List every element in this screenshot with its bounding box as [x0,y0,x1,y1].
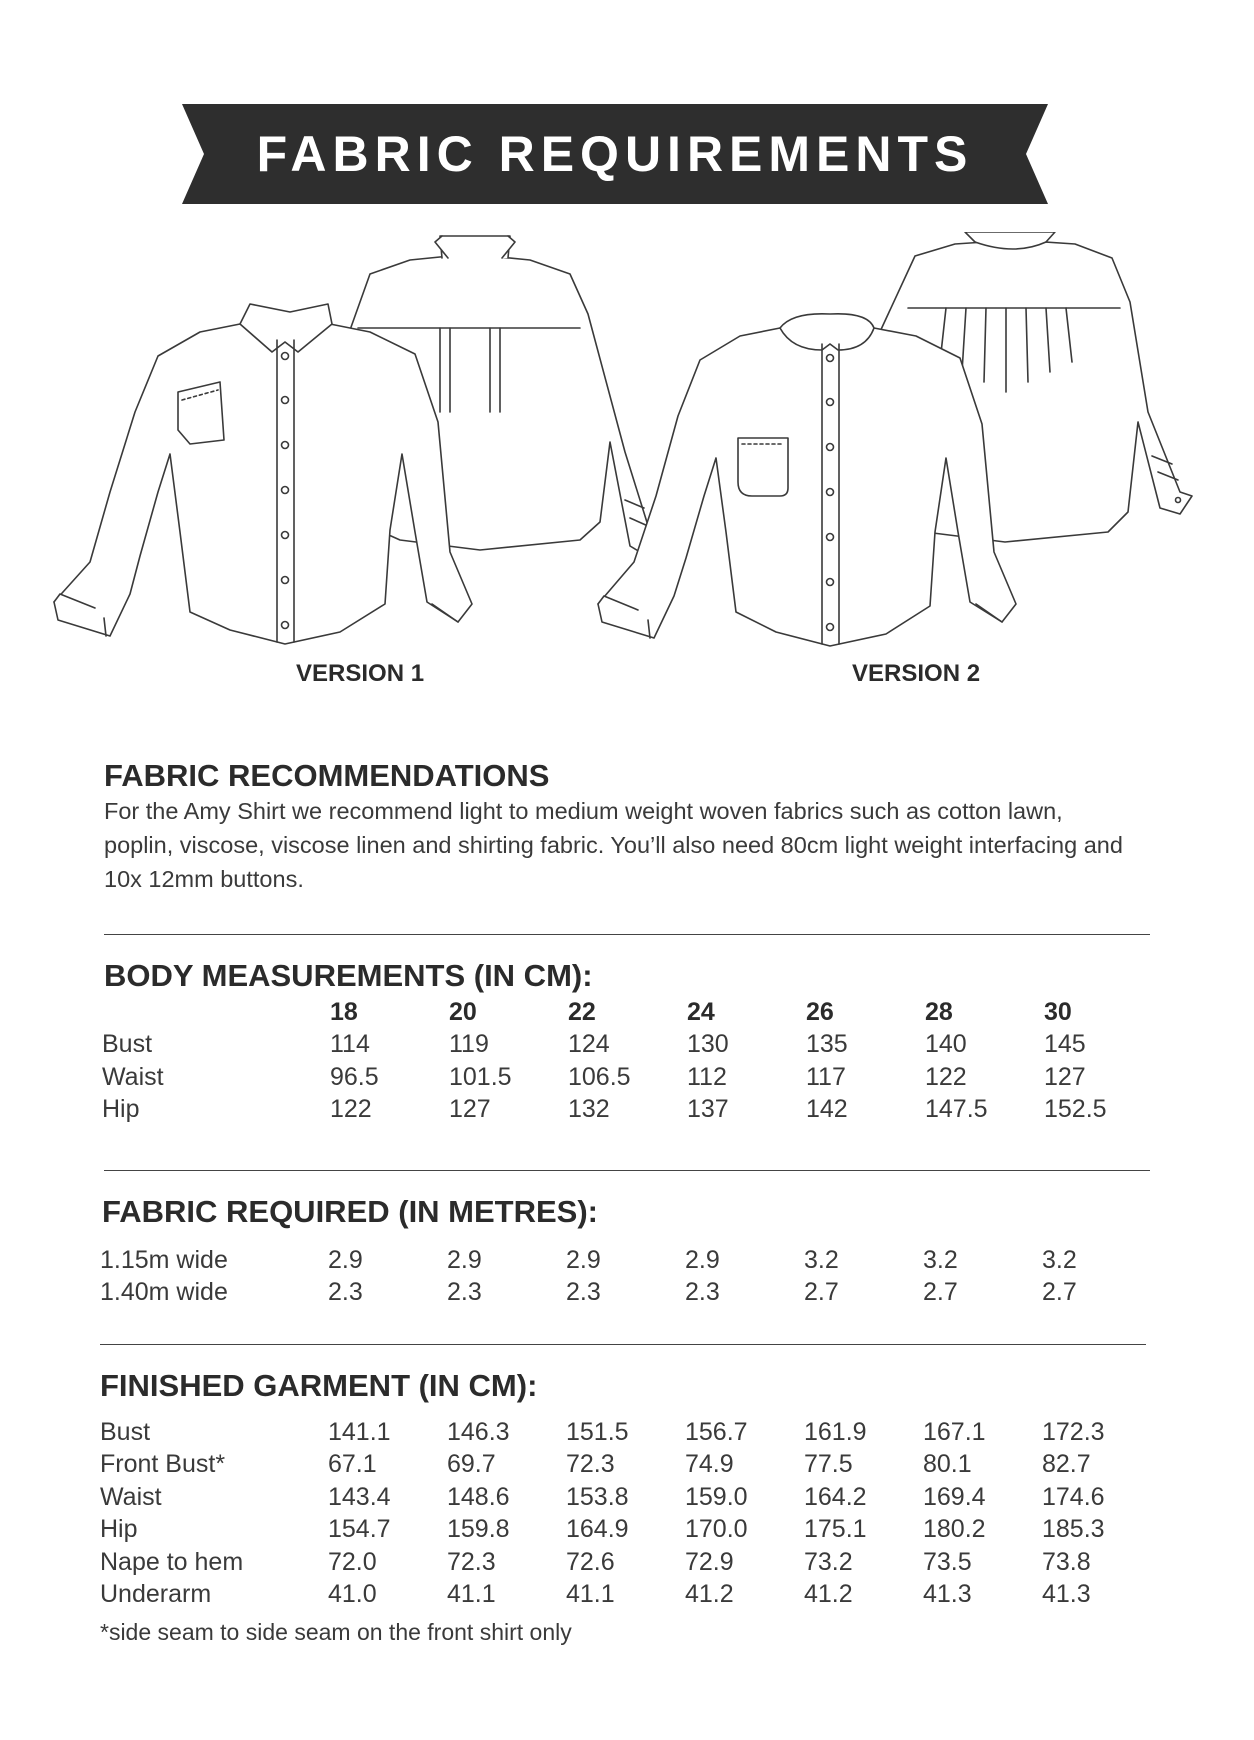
table-cell: 72.3 [566,1450,615,1479]
table-cell: 41.3 [923,1580,972,1609]
table-cell: 153.8 [566,1482,629,1511]
button-icon [282,532,289,539]
row-label: Bust [100,1417,151,1446]
table-row [100,1449,1161,1482]
row-label: Waist [100,1482,162,1511]
table-cell: 41.1 [447,1580,496,1609]
table-cell: 127 [449,1095,491,1124]
table-cell: 143.4 [328,1482,391,1511]
table-cell: 130 [687,1030,729,1059]
table-cell: 117 [806,1062,846,1091]
table-cell: 67.1 [328,1450,377,1479]
table-cell: 73.8 [1042,1547,1091,1576]
table-cell: 148.6 [447,1482,510,1511]
table-cell: 170.0 [685,1515,748,1544]
table-cell: 135 [806,1030,848,1059]
body-measurements-table [102,996,1163,1126]
fabric-recommendations-heading: FABRIC RECOMMENDATIONS [104,758,550,793]
table-cell: 119 [449,1030,489,1059]
table-cell: 2.3 [566,1278,601,1307]
table-cell: 2.9 [566,1245,601,1274]
table-cell: 140 [925,1030,967,1059]
section-divider [104,934,1150,935]
table-cell: 3.2 [1042,1245,1077,1274]
table-cell: 164.9 [566,1515,629,1544]
table-cell: 164.2 [804,1482,867,1511]
table-cell: 41.3 [1042,1580,1091,1609]
table-cell: 156.7 [685,1417,748,1446]
body-measurements-heading: BODY MEASUREMENTS (IN CM): [104,958,593,993]
button-icon [282,577,289,584]
table-cell: 112 [687,1062,727,1091]
section-divider [100,1344,1146,1345]
row-label: Hip [100,1515,138,1544]
button-icon [827,489,834,496]
finished-garment-heading: FINISHED GARMENT (IN CM): [100,1368,538,1403]
table-cell: 72.6 [566,1547,615,1576]
table-cell: 172.3 [1042,1417,1105,1446]
table-row [100,1481,1161,1514]
version1-front-view [54,304,472,644]
size-header: 22 [568,997,596,1026]
table-row [100,1546,1161,1579]
table-cell: 41.1 [566,1580,615,1609]
size-header: 30 [1044,997,1072,1026]
rounded-pocket-shape [738,438,788,496]
table-cell: 169.4 [923,1482,986,1511]
footnote: *side seam to side seam on the front shirt only [100,1619,572,1645]
table-cell: 146.3 [447,1417,510,1446]
row-label: Underarm [100,1580,212,1609]
table-cell: 124 [568,1030,610,1059]
button-icon [282,442,289,449]
table-cell: 72.9 [685,1547,734,1576]
row-label: Hip [102,1095,140,1124]
table-cell: 180.2 [923,1515,986,1544]
table-cell: 69.7 [447,1450,496,1479]
table-cell: 2.3 [328,1278,363,1307]
size-header: 28 [925,997,953,1026]
table-cell: 2.7 [923,1278,958,1307]
button-icon [827,444,834,451]
paragraph-line: poplin, viscose, viscose linen and shirting fabric. You’ll also need 80cm light weight interfacing and [104,832,1123,858]
table-cell: 122 [925,1062,967,1091]
shirt-illustrations [40,232,1210,652]
paragraph-line: 10x 12mm buttons. [104,866,304,892]
table-cell: 73.2 [804,1547,853,1576]
button-icon [827,355,834,362]
table-cell: 96.5 [330,1062,379,1091]
table-cell: 41.2 [804,1580,853,1609]
table-cell: 2.3 [685,1278,720,1307]
table-cell: 151.5 [566,1417,629,1446]
paragraph-line: For the Amy Shirt we recommend light to medium weight woven fabrics such as cotton lawn, [104,798,1063,824]
button-icon [282,622,289,629]
table-cell: 137 [687,1095,729,1124]
table-cell: 159.8 [447,1515,510,1544]
table-cell: 114 [330,1030,370,1059]
table-row [100,1579,1161,1612]
table-row [100,1277,1161,1310]
table-cell: 80.1 [923,1450,972,1479]
table-cell: 167.1 [923,1417,986,1446]
table-cell: 122 [330,1095,372,1124]
table-cell: 3.2 [923,1245,958,1274]
button-icon [282,353,289,360]
table-cell: 142 [806,1095,848,1124]
table-row [102,1061,1163,1094]
angled-pocket-shape [178,382,224,444]
page-title: FABRIC REQUIREMENTS [256,126,974,182]
fabric-required-heading: FABRIC REQUIRED (IN METRES): [102,1194,598,1229]
version2-front-view [598,314,1016,646]
section-divider [104,1170,1150,1171]
table-cell: 72.3 [447,1547,496,1576]
table-cell: 141.1 [328,1417,391,1446]
table-cell: 2.9 [328,1245,363,1274]
button-icon [827,624,834,631]
button-icon [282,397,289,404]
button-icon [827,399,834,406]
table-cell: 159.0 [685,1482,748,1511]
table-cell: 145 [1044,1030,1086,1059]
button-icon [827,579,834,586]
row-label: Waist [102,1062,164,1091]
finished-garment-table [100,1416,1161,1611]
table-cell: 82.7 [1042,1450,1091,1479]
table-cell: 161.9 [804,1417,867,1446]
table-cell: 3.2 [804,1245,839,1274]
size-header-row [102,996,1163,1029]
table-cell: 72.0 [328,1547,377,1576]
table-row [102,1094,1163,1127]
table-cell: 2.9 [685,1245,720,1274]
button-icon [827,534,834,541]
table-cell: 101.5 [449,1062,512,1091]
version-1-label: VERSION 1 [296,660,425,687]
fabric-recommendations-text [104,794,1164,896]
table-cell: 185.3 [1042,1515,1105,1544]
table-cell: 106.5 [568,1062,631,1091]
table-row [102,1029,1163,1062]
button-icon [282,487,289,494]
size-header: 18 [330,997,358,1026]
table-cell: 2.7 [804,1278,839,1307]
row-label: Bust [102,1030,153,1059]
table-cell: 175.1 [804,1515,867,1544]
table-cell: 77.5 [804,1450,853,1479]
table-cell: 41.0 [328,1580,377,1609]
table-cell: 2.3 [447,1278,482,1307]
table-cell: 41.2 [685,1580,734,1609]
table-row [100,1244,1161,1277]
table-cell: 74.9 [685,1450,734,1479]
version-2-label: VERSION 2 [852,660,981,687]
row-label: Front Bust* [100,1450,226,1479]
table-cell: 154.7 [328,1515,391,1544]
table-cell: 127 [1044,1062,1086,1091]
row-label: 1.15m wide [100,1245,228,1274]
size-header: 20 [449,997,477,1026]
table-cell: 152.5 [1044,1095,1107,1124]
table-row [100,1514,1161,1547]
row-label: Nape to hem [100,1547,244,1576]
table-cell: 2.9 [447,1245,482,1274]
table-cell: 73.5 [923,1547,972,1576]
fabric-required-table [100,1244,1161,1309]
row-label: 1.40m wide [100,1278,228,1307]
table-cell: 147.5 [925,1095,988,1124]
title-banner [182,104,1048,204]
table-row [100,1416,1161,1449]
row-label-header [102,996,330,1029]
size-header: 26 [806,997,834,1026]
size-header: 24 [687,997,715,1026]
table-cell: 132 [568,1095,610,1124]
table-cell: 174.6 [1042,1482,1105,1511]
table-cell: 2.7 [1042,1278,1077,1307]
